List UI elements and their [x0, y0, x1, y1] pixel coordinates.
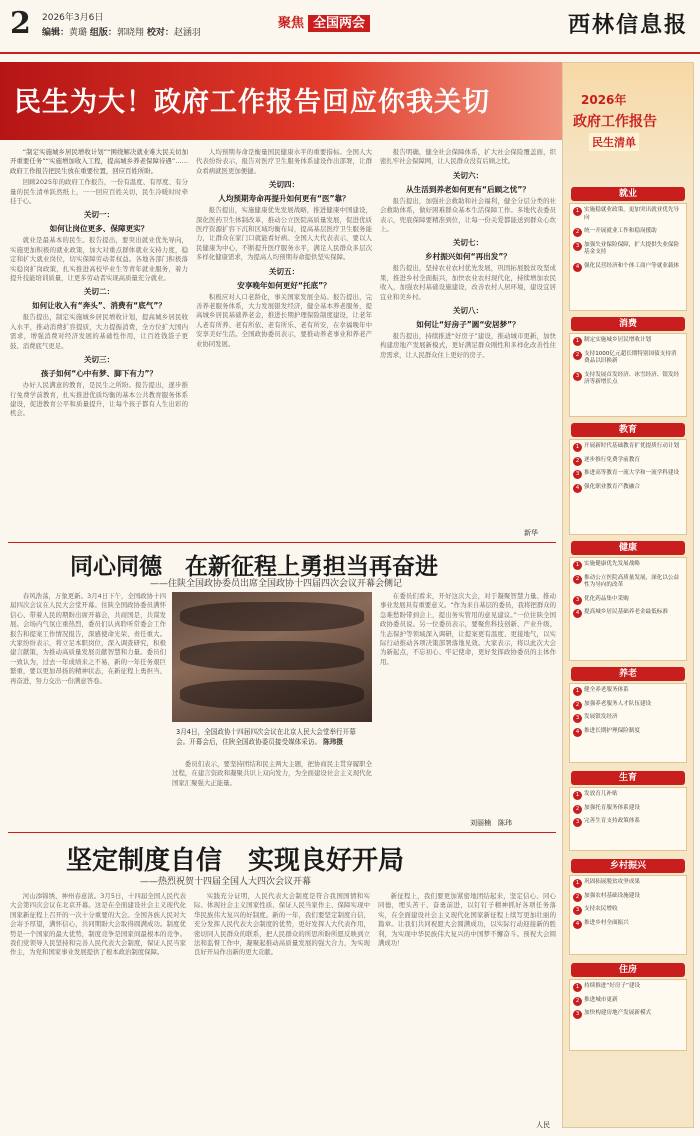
- item-number: 3: [573, 714, 582, 723]
- page-number: 2: [10, 6, 31, 41]
- filler-text: 报告提出，坚持农业农村优先发展，巩固拓展脱贫攻坚成果，推进乡村全面振兴，加快农业农村现代化，持续增加农民收入，加强农村基础设施建设，改善农村人居环境，建设宜居宜业和美乡村。: [380, 264, 556, 301]
- lead-column-2: [196, 148, 372, 536]
- photo-figure-row: [180, 680, 364, 709]
- section-label: [278, 12, 370, 31]
- commentary-headline: 坚定制度自信 实现良好开局: [66, 846, 405, 876]
- designer-label: 组版：: [89, 28, 117, 38]
- item-number: 1: [573, 687, 582, 696]
- item-number: 2: [573, 228, 582, 237]
- concern-6-question: 从生活到养老如何更有“后顾之忧”？: [406, 184, 530, 194]
- section-tab-housing: 住房: [571, 963, 685, 977]
- list-item-text: 巩固拓展脱贫攻坚成果: [584, 879, 640, 885]
- item-number: 3: [573, 818, 582, 827]
- sidebar-year: 2026年: [581, 93, 627, 107]
- item-number: 2: [573, 351, 582, 360]
- list-item-text: 支持发展首发经济、冰雪经济、银发经济等新增长点: [584, 371, 680, 386]
- lead-byline: 新华: [524, 529, 538, 537]
- item-number: 1: [573, 791, 582, 800]
- item-number: 2: [573, 457, 582, 466]
- section-box-health: [569, 557, 687, 661]
- list-item-text: 推进长期护理保险制度: [584, 727, 640, 734]
- item-number: 3: [573, 1010, 582, 1019]
- section-divider: [8, 832, 556, 833]
- feature-column-3: [380, 592, 556, 820]
- section-box-consumption: [569, 333, 687, 417]
- item-number: 1: [573, 337, 582, 346]
- list-item-text: 发展银发经济: [584, 714, 618, 721]
- list-item-text: 支持农民增收: [584, 906, 618, 913]
- section-box-housing: [569, 979, 687, 1051]
- lead-column-1: [10, 148, 188, 536]
- list-item: [570, 684, 686, 698]
- list-item: [570, 980, 686, 994]
- filler-text: 报告明确，健全社会保障体系，扩大社会保险覆盖面，织密扎牢社会保障网，让人民群众没有后顾之忧。: [380, 148, 556, 166]
- feature-subheadline: ——住陕全国政协委员出席全国政协十四届四次会议开幕会侧记: [150, 579, 403, 589]
- section-tab-education: 教育: [571, 423, 685, 437]
- photo-credit: 陈玮摄: [323, 737, 343, 746]
- item-number: 1: [573, 879, 582, 888]
- list-item: [570, 903, 686, 917]
- list-item: [570, 788, 686, 802]
- item-number: 3: [573, 906, 582, 915]
- sidebar-livelihood-list: [562, 62, 694, 1128]
- feature-headline: 同心同德 在新征程上勇担当再奋进: [70, 553, 438, 580]
- section-divider: [8, 542, 556, 543]
- filler-text: 河山添锦绣，神州春意浓。3月5日，十四届全国人民代表大会第四次会议在北京开幕。这是在全面建设社会主义现代化国家新征程上召开的一次十分重要的大会。全国各族人民对大会寄予厚望，满怀信心，共同期盼大会取得圆满成功。制度优势是一个国家的最大优势，制度竞争是国家间最根本的竞争。我们党领导人民坚持和完善人民代表大会制度，保证人民当家作主，为党和国家事业发展提供了根本政治制度保障。: [10, 892, 186, 957]
- commentary-subheadline: ——热烈祝贺十四届全国人大四次会议开幕: [140, 877, 312, 887]
- section-tab-employment: 就业: [571, 187, 685, 201]
- item-number: 2: [573, 997, 582, 1006]
- item-number: 3: [573, 372, 582, 381]
- list-item: [570, 725, 686, 739]
- list-item: [570, 815, 686, 829]
- list-item: [570, 698, 686, 712]
- list-item: [570, 917, 686, 931]
- concern-7-question: 乡村振兴如何“再出发”？: [425, 252, 511, 262]
- list-item-text: 强化职业教育产教融合: [584, 483, 640, 490]
- list-item-text: 制定实施城乡居民增收计划: [584, 337, 652, 343]
- section-box-elderly-care: [569, 683, 687, 763]
- list-item-text: 完善生育支持政策体系: [584, 818, 640, 825]
- list-item: [570, 802, 686, 816]
- item-number: 4: [573, 920, 582, 929]
- concern-1-title: 关切一：: [83, 210, 115, 220]
- section-tag: 全国两会: [308, 15, 370, 32]
- list-item-text: 提高城乡居民基础养老金最低标准: [584, 609, 668, 616]
- list-item-text: 加强托育服务体系建设: [584, 804, 640, 811]
- filler-text: 回顾2025年的政府工作报告，一份有温度、有厚度、有分量的民生清单跃然纸上，一一回应百姓关切，民生冷暖时时牵挂于心。: [10, 178, 188, 206]
- item-number: 1: [573, 443, 582, 452]
- filler-text: 办好人民满意的教育，是民生之所盼。报告提出，逐步推行免费学前教育，扎实推进优质均衡的基本公共教育服务体系建设，促进教育公平和质量提升，让每个孩子都有人生出彩的机会。: [10, 381, 188, 418]
- list-item: [570, 467, 686, 481]
- item-number: 3: [573, 242, 582, 251]
- filler-text: 新征程上，我们要更加紧密地团结起来，坚定信心、同心同德，埋头苦干、奋勇前进，以钉钉子精神抓好各项任务落实，在全面建设社会主义现代化国家新征程上续写更加壮丽的篇章。让我们共同祝愿大会圆满成功，以实际行动迎接新的胜利，为实现中华民族伟大复兴的中国梦不懈奋斗。预祝大会圆满成功！: [378, 892, 556, 948]
- list-item-text: 加快构建房地产发展新模式: [584, 1010, 652, 1017]
- list-item: [570, 260, 686, 274]
- filler-text: 报告提出，制定实施城乡居民增收计划，提高城乡居民收入水平，推动消费扩容提质，大力提振消费，全方位扩大国内需求，增强消费对经济发展的基础性作用，让百姓钱袋子更鼓、消费底气更足。: [10, 313, 188, 350]
- photo-caption-text: 3月4日，全国政协十四届四次会议在北京人民大会堂举行开幕会。开幕会后，住陕全国政协委员接受媒体采访。: [176, 728, 356, 746]
- section-box-education: [569, 439, 687, 535]
- lead-column-3: [380, 148, 556, 536]
- item-number: 2: [573, 575, 582, 584]
- list-item-text: 推进城市更新: [584, 996, 618, 1003]
- list-item: [570, 558, 686, 572]
- concern-8-question: 如何让“好房子”圆“安居梦”？: [416, 320, 520, 330]
- lead-intro: “制定实施城乡居民增收计划”“围绕解决就业难大民关切加开重要任务”“实施增加收入工程，提高城乡养老保障待遇”……政府工作报告把民生放在重要位置，回应百姓所盼。: [10, 148, 188, 175]
- staff-credits: [42, 25, 201, 38]
- filler-text: 人均预期寿命是衡量国民健康水平的重要指标。全国人大代表纷纷表示，报告对医疗卫生服务体系建设作出部署，让群众看病就医更加便捷。: [196, 148, 372, 175]
- item-number: 1: [573, 561, 582, 570]
- list-item-text: 加强农村基础设施建设: [584, 892, 640, 899]
- list-item: [570, 369, 686, 390]
- list-item-text: 推进高等教育一流大学和一流学科建设: [584, 470, 680, 477]
- filler-text: 就业是最基本的民生。报告提出，要突出就业优先导向，实施更加积极的就业政策，加大对重点群体就业支持力度，稳定和扩大就业岗位，切实保障劳动者权益。各地各部门积极落实稳岗扩岗政策，扎实推进高校毕业生等青年就业服务，着力提升技能培训质量，让更多劳动者实现高质量充分就业。: [10, 236, 188, 283]
- filler-text: 委员们表示，要坚持团结和民主两大主题，把协商民主贯穿履职全过程，在建言资政和凝聚共识上双向发力，为全面建设社会主义现代化国家汇聚强大正能量。: [172, 760, 372, 787]
- list-item-text: 统一开展就业工作和稳岗援助: [584, 228, 657, 235]
- list-item: [570, 711, 686, 725]
- item-number: 2: [573, 805, 582, 814]
- filler-text: 报告提出，实施健康优先发展战略，推进健康中国建设，深化医药卫生体制改革，推动公立医院高质量发展，促进优质医疗资源扩容下沉和区域均衡布局，提高基层医疗卫生服务能力，让群众在家门口就能看好病。全国人大代表表示，要以人民健康为中心，不断提升医疗服务水平，满足人民群众多层次多样化健康需求，为提高人均预期寿命提供坚实保障。: [196, 206, 372, 262]
- list-item-text: 健全养老服务体系: [584, 687, 629, 693]
- concern-2-title: 关切二：: [83, 287, 115, 297]
- paper-logo: 西林信息报: [567, 12, 688, 38]
- item-number: 2: [573, 701, 582, 710]
- feature-column-2: [172, 760, 372, 824]
- list-item-text: 逐步推行免费学前教育: [584, 456, 640, 463]
- list-item: [570, 890, 686, 904]
- list-item-text: 优化药品集中采购: [584, 595, 629, 602]
- filler-text: 在委员们看来，开好这次大会，对于凝聚智慧力量、推动事业发展具有重要意义。“作为来自基层的委员，我将把群众的急难愁盼带到会上，提出务实管用的意见建议。”一位住陕全国政协委员说。另一位委员表示，要聚焦科技创新、产业升级、生态保护等领域深入调研，让提案更有温度、更接地气，以实际行动推动各项决策部署落地见效。大家表示，将以此次大会为新起点，不忘初心、牢记使命，更好发挥政协委员的主体作用。: [380, 592, 556, 666]
- list-item-text: 加强养老服务人才队伍建设: [584, 700, 652, 707]
- list-item: [570, 481, 686, 495]
- filler-text: 积极应对人口老龄化，事关国家发展全局。报告提出，完善养老服务体系，大力发展银发经济，健全基本养老服务，提高城乡居民基础养老金，推进长期护理保险制度建设，让老年人老有所养、老有所依、老有所乐、老有所安，在幸福晚年中安享美好生活。全国政协委员表示，要推动养老事业和养老产业协同发展。: [196, 292, 372, 348]
- item-number: 2: [573, 893, 582, 902]
- section-tab-rural-revitalization: 乡村振兴: [571, 859, 685, 873]
- section-tab-childbirth: 生育: [571, 771, 685, 785]
- concern-6-title: 关切六：: [452, 170, 484, 180]
- list-item-text: 发放育儿补贴: [584, 791, 618, 797]
- item-number: 3: [573, 596, 582, 605]
- section-name: 聚焦: [278, 16, 305, 31]
- concern-3-question: 孩子如何“心中有梦、脚下有力”？: [40, 369, 158, 379]
- section-tab-consumption: 消费: [571, 317, 685, 331]
- list-item: [570, 225, 686, 239]
- list-item: [570, 204, 686, 225]
- issue-date: 2026年3月6日: [42, 13, 104, 23]
- photo-figure-row: [180, 602, 364, 631]
- list-item-text: 支持1000亿元超长期特别国债支持消费品以旧换新: [584, 350, 677, 365]
- list-item: [570, 572, 686, 593]
- concern-8-title: 关切八：: [452, 306, 484, 316]
- list-item: [570, 239, 686, 260]
- section-box-employment: [569, 203, 687, 311]
- list-item-text: 推动公立医院高质量发展，深化以公益性为导向的改革: [584, 574, 680, 589]
- commentary-column-2: [194, 892, 370, 1128]
- item-number: 1: [573, 983, 582, 992]
- list-item: [570, 606, 686, 620]
- section-box-childbirth: [569, 787, 687, 851]
- filler-text: 春风浩荡，万象更新。3月4日下午，全国政协十四届四次会议在人民大会堂开幕。住陕全国政协委员满怀信心、带着人民的期盼出席开幕会，共商国是，共谋发展。会场内气氛庄重热烈，委员们认真聆听常委会工作报告和提案工作情况报告，深感使命光荣、责任重大。大家纷纷表示，将立足本职岗位，深入调查研究，积极建言献策，为推动高质量发展贡献智慧和力量。委员们一致认为，过去一年成绩来之不易，新的一年任务艰巨繁重，要以更加昂扬的精神状态，在新征程上勇担当、再奋进，努力交出一份满意答卷。: [10, 592, 166, 685]
- editor-name: 黄璐: [69, 28, 88, 38]
- filler-text: 实践充分证明，人民代表大会制度是符合我国国情和实际、体现社会主义国家性质、保证人民当家作主、保障实现中华民族伟大复兴的好制度。新的一年，我们要坚定制度自信，充分发挥人民代表大会制度的优势，更好发挥人大代表作用，密切同人民群众的联系，把人民群众的所思所盼所愿反映到立法和监督工作中，凝聚起推动高质量发展的强大合力，为实现良好开局作出新的更大贡献。: [194, 892, 370, 957]
- concern-7-title: 关切七：: [452, 238, 484, 248]
- item-number: 4: [573, 263, 582, 272]
- section-tab-health: 健康: [571, 541, 685, 555]
- list-item: [570, 593, 686, 607]
- commentary-byline: 人民: [536, 1121, 550, 1129]
- sidebar-header: [563, 63, 693, 183]
- concern-3-title: 关切三：: [83, 355, 115, 365]
- item-number: 4: [573, 609, 582, 618]
- concern-4-title: 关切四：: [268, 180, 300, 190]
- section-tab-elderly-care: 养老: [571, 667, 685, 681]
- filler-text: 报告提出，持续推进“好房子”建设，推动城市更新，加快构建房地产发展新模式，更好满足群众刚性和多样化改善性住房需求，让人民群众住上更好的房子。: [380, 332, 556, 359]
- photo-figure-row: [180, 641, 364, 670]
- lead-banner: [0, 62, 590, 140]
- masthead: [0, 0, 700, 54]
- list-item: [570, 994, 686, 1008]
- list-item: [570, 440, 686, 454]
- list-item-text: 实施健康优先发展战略: [584, 561, 640, 567]
- proof-name: 赵涵羽: [173, 28, 201, 38]
- item-number: 4: [573, 728, 582, 737]
- list-item-text: 持续推进“好房子”建设: [584, 983, 641, 989]
- commentary-column-3: [378, 892, 556, 1128]
- list-item-text: 实施稳就业政策，更加突出就业优先导向: [584, 207, 680, 221]
- proof-label: 校对：: [146, 28, 174, 38]
- sidebar-title: 政府工作报告: [573, 114, 657, 130]
- item-number: 1: [573, 207, 582, 216]
- concern-4-question: 人均预期寿命再提升如何更有“医”靠？: [218, 194, 350, 204]
- list-item: [570, 348, 686, 369]
- list-item-text: 推进乡村全面振兴: [584, 919, 629, 926]
- feature-photo: [172, 592, 372, 722]
- feature-byline: 刘丽楠 陈玮: [470, 819, 512, 827]
- list-item: [570, 334, 686, 348]
- list-item: [570, 454, 686, 468]
- concern-1-question: 如何让岗位更多、保障更实？: [49, 224, 149, 234]
- designer-name: 郭晓翔: [116, 28, 144, 38]
- filler-text: 报告提出，加强社会救助和社会福利，健全分层分类的社会救助体系，做好困难群众基本生活保障工作。多地代表委员表示，兜底保障要精准到位，让每一份关爱都能送到群众心坎上。: [380, 196, 556, 234]
- list-item-text: 加强失业保险保障，扩大提供失业保险基金支持: [584, 241, 680, 256]
- list-item-text: 强化民营经济和个体工商户等就业载体: [584, 262, 680, 269]
- editor-label: 编辑：: [42, 28, 70, 38]
- concern-5-question: 安享晚年如何更好“托底”？: [237, 280, 331, 290]
- commentary-column-1: [10, 892, 186, 1128]
- concern-2-question: 如何让收入有“奔头”、消费有“底气”？: [32, 301, 166, 311]
- sidebar-tag: 民生清单: [589, 133, 639, 151]
- photo-caption: [176, 728, 368, 747]
- list-item: [570, 876, 686, 890]
- list-item-text: 开展新时代基础教育扩优提质行动计划: [584, 443, 680, 449]
- section-box-rural-revitalization: [569, 875, 687, 955]
- lead-headline: 民生为大！政府工作报告回应你我关切: [14, 87, 490, 118]
- list-item: [570, 1007, 686, 1021]
- item-number: 4: [573, 484, 582, 493]
- item-number: 3: [573, 470, 582, 479]
- feature-column-1: [10, 592, 166, 824]
- concern-5-title: 关切五：: [268, 266, 300, 276]
